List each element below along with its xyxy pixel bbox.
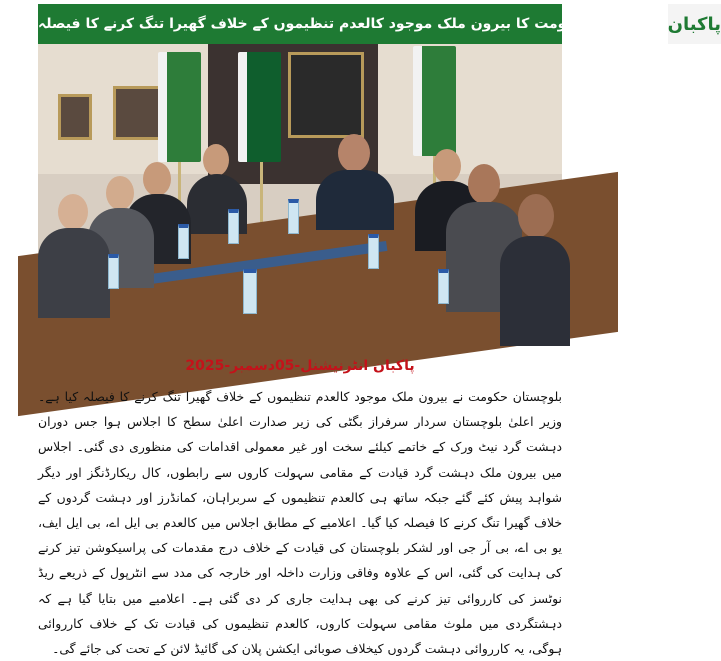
meeting-photo [38, 44, 562, 342]
dateline: پاکبان انٹرنیشنل-05دسمبر-2025 [185, 358, 415, 374]
headline: بلوچستان حکومت کا بیرون ملک موجود کالعدم تنظیموں کے خلاف گھیرا تنگ کرنے کا فیصلہ [38, 16, 657, 32]
article-body: بلوچستان حکومت نے بیرون ملک موجود کالعدم تنظیموں کے خلاف گھیرا تنگ کرنے کا فیصلہ کیا ہے۔ وزیر اعلیٰ بلوچستان سردار سرفراز بگٹی کی زیر صدارت اعلیٰ سطح کا اجلاس ہوا جس دوران دہشت گرد نیٹ ورک کے خاتمے کیلئے سخت اور غیر معمولی اقدامات کی منظوری دی گئی۔ اجلاس میں بیرون ملک دہشت گرد قیادت کے مقامی سہولت کاروں سے رابطوں، کال ریکارڈنگز اور دیگر شواہد پیش کئے گئے جبکہ ساتھ ہی کالعدم تنظیموں کے سربراہان، کمانڈرز اور دہشت گردوں کے خلاف گھیرا تنگ کرنے کا فیصلہ کیا گیا۔ اعلامیے کے مطابق اجلاس میں کالعدم بی ایل اے، بی ایل ایف، یو بی اے، بی آر جی اور لشکر بلوچستان کی قیادت کے خلاف درج مقدمات کی پراسیکوشن تیز کرنے کی ہدایت کی گئی، اس کے علاوہ وفاقی وزارت داخلہ اور خارجہ کی مدد سے انٹرپول کے ذریعے ریڈ نوٹسز کی کارروائی تیز کرنے کی بھی ہدایت جاری کر دی گئی ہے۔ اعلامیے میں بتایا گیا ہے کہ دہشتگردی میں ملوث مقامی سہولت کاروں، کالعدم تنظیموں کی قیادت تک کے خلاف کارروائی ہوگی، یہ کارروائی دہشت گردوں کیخلاف صوبائی ایکشن پلان کی گائیڈ لائن کے تحت کی جائے گی۔ [38, 389, 562, 657]
header-banner [38, 4, 721, 44]
brand-logo: پاکبان [665, 4, 721, 44]
